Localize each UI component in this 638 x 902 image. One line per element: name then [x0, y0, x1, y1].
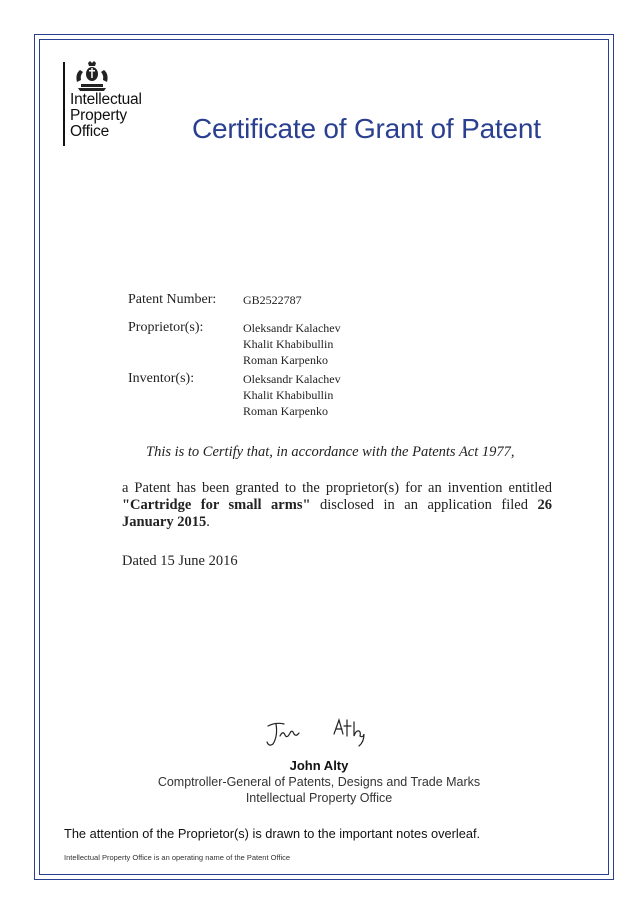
royal-crest-icon — [72, 60, 112, 94]
patent-number-label: Patent Number: — [128, 292, 217, 307]
handwritten-signature — [264, 712, 384, 752]
grant-paragraph — [122, 480, 552, 531]
signatory-title: Comptroller-General of Patents, Designs and Trade Marks — [157, 775, 481, 789]
office-name-line3: Office — [70, 123, 110, 140]
office-name-line1: Intellectual — [70, 91, 142, 108]
office-logo-text — [70, 92, 142, 140]
inventors-list — [243, 371, 341, 419]
signatory-office: Intellectual Property Office — [245, 791, 393, 805]
certificate-title: Certificate of Grant of Patent — [192, 113, 541, 144]
proprietor-name: Roman Karpenko — [243, 353, 328, 367]
grant-middle: disclosed in an application filed — [310, 497, 538, 513]
proprietors-list — [243, 320, 341, 368]
attention-note: The attention of the Proprietor(s) is drawn to the important notes overleaf. — [64, 826, 481, 841]
inventor-name: Roman Karpenko — [243, 404, 328, 418]
proprietors-label: Proprietor(s): — [128, 320, 204, 335]
patent-number-value: GB2522787 — [243, 293, 302, 307]
office-name-line2: Property — [70, 107, 127, 124]
certify-statement: This is to Certify that, in accordance with the Patents Act 1977, — [146, 444, 515, 460]
grant-suffix: . — [206, 514, 210, 530]
proprietor-name: Khalit Khabibullin — [243, 337, 334, 351]
inventor-name: Oleksandr Kalachev — [243, 372, 341, 386]
signatory-name: John Alty — [289, 758, 349, 773]
logo-rule — [63, 62, 65, 146]
filing-date: 26 January 2015 — [122, 497, 552, 530]
grant-prefix: a Patent has been granted to the proprietor(s) for an invention entitled — [122, 480, 552, 496]
footnote: Intellectual Property Office is an operating name of the Patent Office — [64, 853, 291, 862]
inventors-label: Inventor(s): — [128, 371, 195, 386]
invention-title: "Cartridge for small arms" — [122, 497, 311, 513]
inventor-name: Khalit Khabibullin — [243, 388, 334, 402]
dated-line: Dated 15 June 2016 — [122, 553, 238, 569]
proprietor-name: Oleksandr Kalachev — [243, 321, 341, 335]
